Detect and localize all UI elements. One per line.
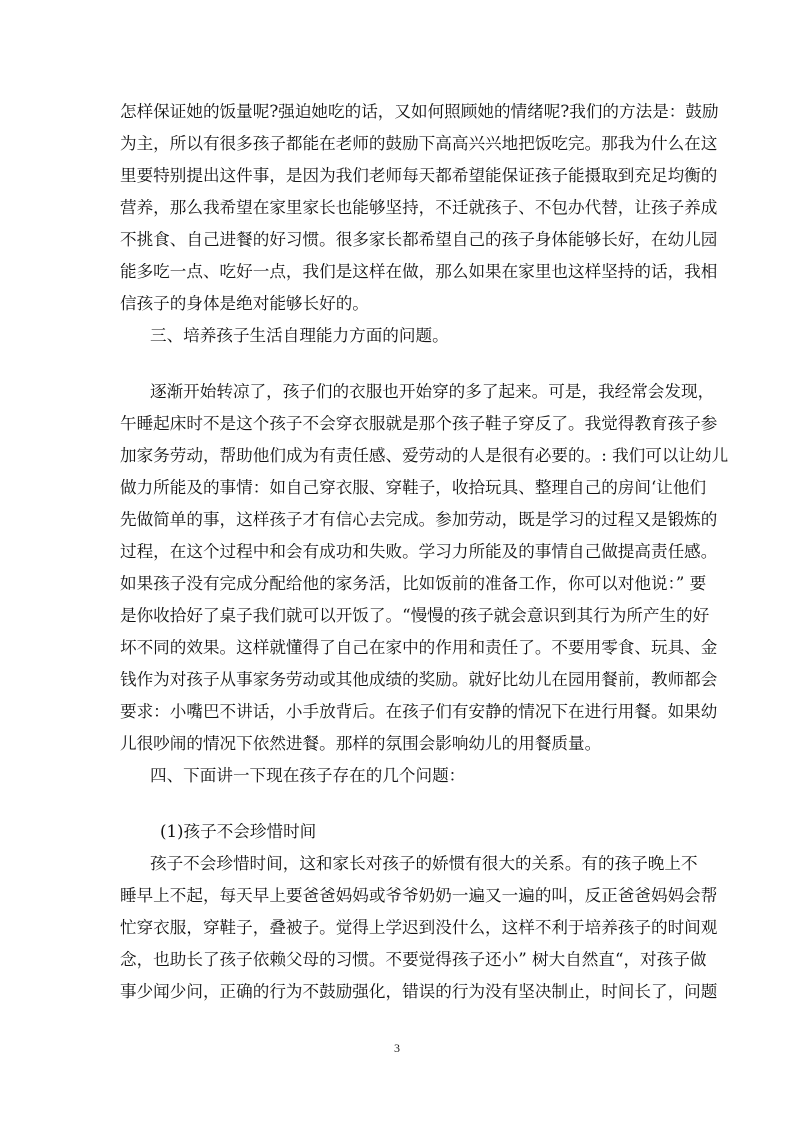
paragraph-line: 念，也助长了孩子依赖父母的习惯。不要觉得孩子还小” 树大自然直“，对孩子做 xyxy=(120,950,707,969)
paragraph-line: 过程，在这个过程中和会有成功和失败。学习力所能及的事情自己做提高责任感。 xyxy=(120,542,718,561)
paragraph-line: 先做简单的事，这样孩子才有信心去完成。参加劳动，既是学习的过程又是锻炼的 xyxy=(120,510,718,529)
paragraph-line: 儿很吵闹的情况下依然进餐。那样的氛围会影响幼儿的用餐质量。 xyxy=(120,734,602,753)
paragraph-line: 孩子不会珍惜时间，这和家长对孩子的娇惯有很大的关系。有的孩子晚上不 xyxy=(150,854,698,873)
paragraph-line: 怎样保证她的饭量呢?强迫她吃的话，又如何照顾她的情绪呢?我们的方法是：鼓励 xyxy=(120,102,719,121)
paragraph-line: 逐渐开始转凉了，孩子们的衣服也开始穿的多了起来。可是，我经常会发现， xyxy=(150,382,715,401)
subsection-heading: (1)孩子不会珍惜时间 xyxy=(160,822,317,841)
paragraph-line: 做力所能及的事情：如自己穿衣服、穿鞋子，收拾玩具、整理自己的房间‘让他们 xyxy=(120,478,707,497)
paragraph-line: 加家务劳动，帮助他们成为有责任感、爱劳动的人是很有必要的。: 我们可以让幼儿 xyxy=(120,446,729,465)
paragraph-line: 要求：小嘴巴不讲话，小手放背后。在孩子们有安静的情况下在进行用餐。如果幼 xyxy=(120,702,718,721)
paragraph-line: 信孩子的身体是绝对能够长好的。 xyxy=(120,294,369,313)
paragraph-line: 午睡起床时不是这个孩子不会穿衣服就是那个孩子鞋子穿反了。我觉得教育孩子参 xyxy=(120,414,718,433)
paragraph-line: 如果孩子没有完成分配给他的家务活，比如饭前的准备工作，你可以对他说：” 要 xyxy=(120,574,707,593)
paragraph-line: 营养，那么我希望在家里家长也能够坚持，不迁就孩子、不包办代替，让孩子养成 xyxy=(120,198,718,217)
page-number: 3 xyxy=(394,1041,400,1055)
paragraph-line: 忙穿衣服，穿鞋子，叠被子。觉得上学迟到没什么，这样不利于培养孩子的时间观 xyxy=(120,918,718,937)
paragraph-line: 钱作为对孩子从事家务劳动或其他成绩的奖励。就好比幼儿在园用餐前，教师都会 xyxy=(120,670,718,689)
paragraph-line: 不挑食、自己进餐的好习惯。很多家长都希望自己的孩子身体能够长好，在幼儿园 xyxy=(120,230,718,249)
paragraph-line: 事少闻少问，正确的行为不鼓励强化，错误的行为没有坚决制止，时间长了，问题 xyxy=(120,982,718,1001)
section-heading: 四、下面讲一下现在孩子存在的几个问题： xyxy=(150,766,466,785)
paragraph-line: 睡早上不起，每天早上要爸爸妈妈或爷爷奶奶一遍又一遍的叫，反正爸爸妈妈会帮 xyxy=(120,886,718,905)
paragraph-line: 里要特别提出这件事，是因为我们老师每天都希望能保证孩子能摄取到充足均衡的 xyxy=(120,166,718,185)
section-heading: 三、培养孩子生活自理能力方面的问题。 xyxy=(150,326,449,345)
paragraph-line: 是你收拾好了桌子我们就可以开饭了。“慢慢的孩子就会意识到其行为所产生的好 xyxy=(120,606,710,625)
paragraph-line: 坏不同的效果。这样就懂得了自己在家中的作用和责任了。不要用零食、玩具、金 xyxy=(120,638,718,657)
paragraph-line: 为主，所以有很多孩子都能在老师的鼓励下高高兴兴地把饭吃完。那我为什么在这 xyxy=(120,134,718,153)
paragraph-line: 能多吃一点、吃好一点，我们是这样在做，那么如果在家里也这样坚持的话，我相 xyxy=(120,262,718,281)
